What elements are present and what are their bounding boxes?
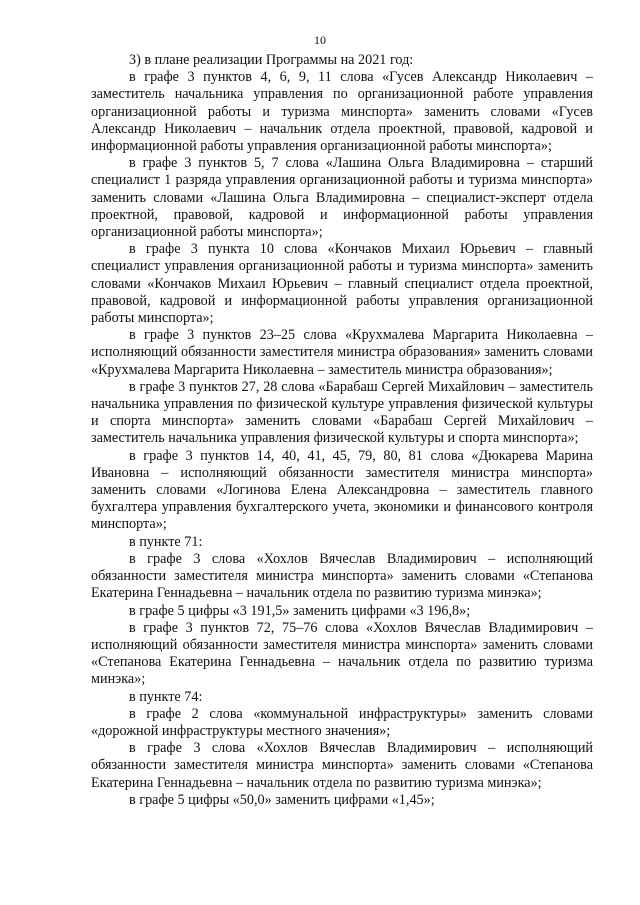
paragraph-point-71-heading: в пункте 71: xyxy=(129,533,203,550)
paragraph-point-10: в графе 3 пункта 10 слова «Кончаков Михаил Юрьевич – главный специалист управления организационной работы и туризма минспорта» заменить словами «Кончаков Михаил Юрьевич – главный специалист отдела проектной, правовой, кадровой и информационной работы управления организационной работы минспорта»; xyxy=(91,241,593,327)
paragraph-points-14-40-81: в графе 3 пунктов 14, 40, 41, 45, 79, 80, 81 слова «Дюкарева Марина Ивановна – исполняющий обязанности заместителя министра минспорта» заменить словами «Логинова Елена Александровна – заместитель главного бухгалтера управления бухгалтерского учета, экономики и финансового контроля минспорта»; xyxy=(91,447,593,533)
paragraph-point-74-column-2: в графе 2 слова «коммунальной инфраструктуры» заменить словами «дорожной инфраструктуры местного значения»; xyxy=(91,705,593,739)
paragraph-point-74-heading: в пункте 74: xyxy=(129,688,203,705)
paragraph-points-4-6-9-11: в графе 3 пунктов 4, 6, 9, 11 слова «Гусев Александр Николаевич – заместитель начальника управления по организационной работе управления организационной работы и туризма минспорта» заменить словами «Гусев Александр Николаевич – начальник отдела проектной, правовой, кадровой и информационной работы управления организационной работы минспорта»; xyxy=(91,69,593,155)
document-body xyxy=(91,52,593,809)
paragraph-points-23-25: в графе 3 пунктов 23–25 слова «Крухмалева Маргарита Николаевна – исполняющий обязанности заместителя министра образования» заменить словами «Крухмалева Маргарита Николаевна – заместитель министра образования»; xyxy=(91,327,593,378)
paragraph-points-27-28: в графе 3 пунктов 27, 28 слова «Барабаш Сергей Михайлович – заместитель начальника управления по физической культуре управления физической культуры и спорта минспорта» заменить словами «Барабаш Сергей Михайлович – заместитель начальника управления физической культуры и спорта минспорта»; xyxy=(91,378,593,447)
paragraph-points-5-7: в графе 3 пунктов 5, 7 слова «Лашина Ольга Владимировна – старший специалист 1 разряда управления организационной работы и туризма минспорта» заменить словами «Лашина Ольга Владимировна – специалист-эксперт отдела проектной, правовой, кадровой и информационной работы управления организационной работы минспорта»; xyxy=(91,155,593,241)
paragraph-point-74-column-3: в графе 3 слова «Хохлов Вячеслав Владимирович – исполняющий обязанности заместителя министра минспорта» заменить словами «Степанова Екатерина Геннадьевна – начальник отдела по развитию туризма минэка»; xyxy=(91,740,593,791)
paragraph-point-74-column-5: в графе 5 цифры «50,0» заменить цифрами «1,45»; xyxy=(129,791,435,808)
paragraph-intro: 3) в плане реализации Программы на 2021 год: xyxy=(129,52,414,68)
paragraph-point-71-column-3: в графе 3 слова «Хохлов Вячеслав Владимирович – исполняющий обязанности заместителя министра минспорта» заменить словами «Степанова Екатерина Геннадьевна – начальник отдела по развитию туризма минэка»; xyxy=(91,550,593,602)
paragraph-point-71-column-5: в графе 5 цифры «3 191,5» заменить цифрами «3 196,8»; xyxy=(129,602,471,619)
paragraph-points-72-75-76: в графе 3 пунктов 72, 75–76 слова «Хохлов Вячеслав Владимирович – исполняющий обязанности заместителя министра минспорта» заменить словами «Степанова Екатерина Геннадьевна – начальник отдела по развитию туризма минэка»; xyxy=(91,619,593,688)
page-number: 10 xyxy=(314,33,326,47)
